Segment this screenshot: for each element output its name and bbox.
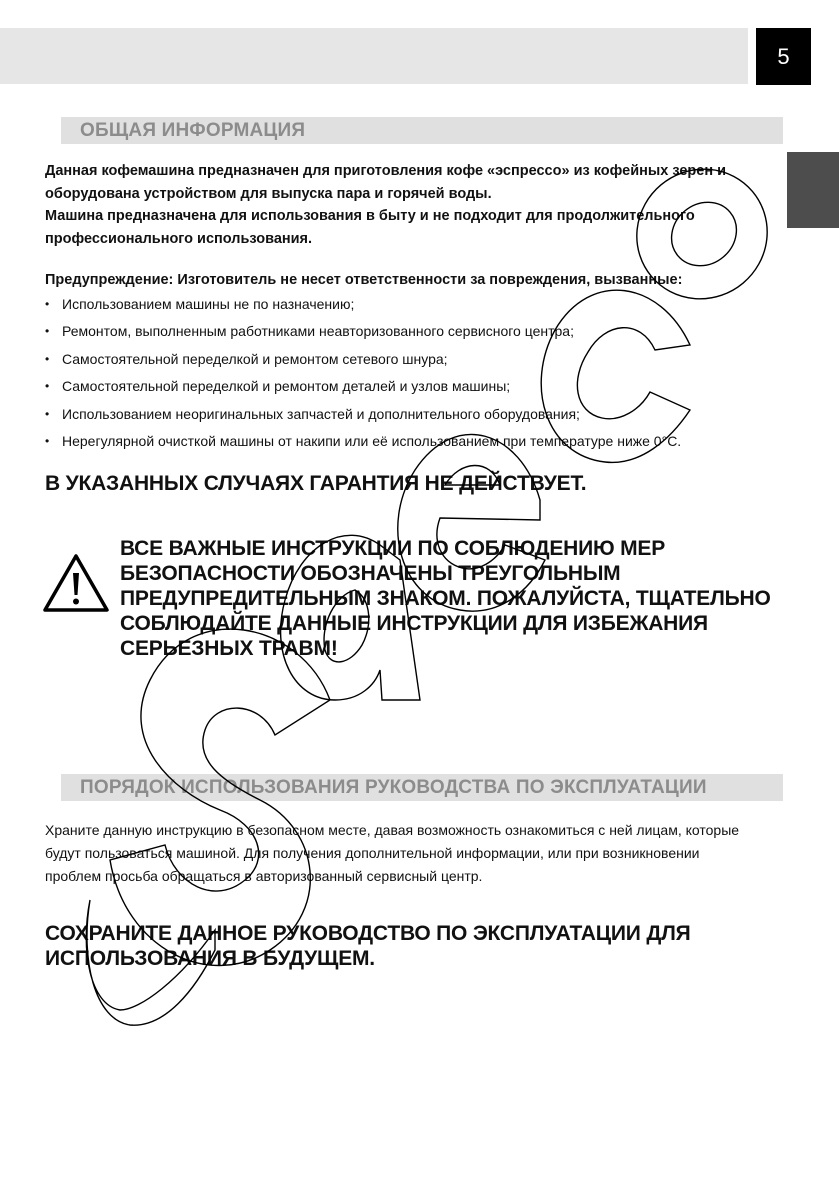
safety-line: ПРЕДУПРЕДИТЕЛЬНЫМ ЗНАКОМ. ПОЖАЛУЙСТА, ТЩАТЕЛЬНО (120, 587, 771, 610)
save-note (45, 921, 745, 971)
intro-line: профессионального использования. (45, 230, 313, 247)
general-info-heading: ОБЩАЯ ИНФОРМАЦИЯ (61, 117, 783, 144)
warning-title: Предупреждение: Изготовитель не несет ответственности за повреждения, вызванные: (45, 272, 683, 288)
usage-heading: ПОРЯДОК ИСПОЛЬЗОВАНИЯ РУКОВОДСТВА ПО ЭКСПЛУАТАЦИИ (61, 774, 783, 801)
safety-notice (120, 536, 800, 661)
save-line: СОХРАНИТЕ ДАННОЕ РУКОВОДСТВО ПО ЭКСПЛУАТАЦИИ ДЛЯ (45, 922, 691, 945)
safety-line: СОБЛЮДАЙТЕ ДАННЫЕ ИНСТРУКЦИИ ДЛЯ ИЗБЕЖАНИЯ (120, 612, 708, 635)
intro-line: Машина предназначена для использования в быту и не подходит для продолжительного (45, 208, 695, 224)
safety-line: СЕРЬЕЗНЫХ ТРАВМ! (120, 637, 338, 660)
warning-triangle-icon (42, 553, 110, 613)
list-item: • Самостоятельной переделкой и ремонтом сетевого шнура; (45, 346, 785, 373)
intro-text (45, 160, 780, 250)
page-number: 5 (756, 28, 811, 85)
liability-list (45, 291, 785, 455)
usage-line: Храните данную инструкцию в безопасном месте, давая возможность ознакомиться с ней лицам, которые (45, 822, 740, 838)
list-item: • Нерегулярной очисткой машины от накипи или её использованием при температуре ниже 0°C. (45, 428, 785, 455)
list-item: • Использованием неоригинальных запчастей и дополнительного оборудования; (45, 401, 785, 428)
usage-line: будут пользоваться машиной. Для получения дополнительной информации, или при возникновении (45, 845, 700, 861)
list-item: • Самостоятельной переделкой и ремонтом деталей и узлов машины; (45, 373, 785, 400)
safety-line: БЕЗОПАСНОСТИ ОБОЗНАЧЕНЫ ТРЕУГОЛЬНЫМ (120, 562, 621, 585)
usage-line: проблем просьба обращаться в авторизованный сервисный центр. (45, 868, 483, 884)
save-line: ИСПОЛЬЗОВАНИЯ В БУДУЩЕМ. (45, 947, 375, 970)
intro-line: Данная кофемашина предназначен для приготовления кофе «эспрессо» из кофейных зерен и (45, 163, 727, 179)
usage-text (45, 819, 805, 888)
guarantee-note: В УКАЗАННЫХ СЛУЧАЯХ ГАРАНТИЯ НЕ ДЕЙСТВУЕТ. (45, 472, 587, 495)
list-item: • Использованием машины не по назначению; (45, 291, 785, 318)
list-item: • Ремонтом, выполненным работниками неавторизованного сервисного центра; (45, 318, 785, 345)
intro-line: оборудована устройством для выпуска пара и горячей воды. (45, 185, 492, 202)
header-bar (0, 28, 748, 84)
safety-line: ВСЕ ВАЖНЫЕ ИНСТРУКЦИИ ПО СОБЛЮДЕНИЮ МЕР (120, 537, 666, 560)
side-tab (787, 152, 839, 228)
